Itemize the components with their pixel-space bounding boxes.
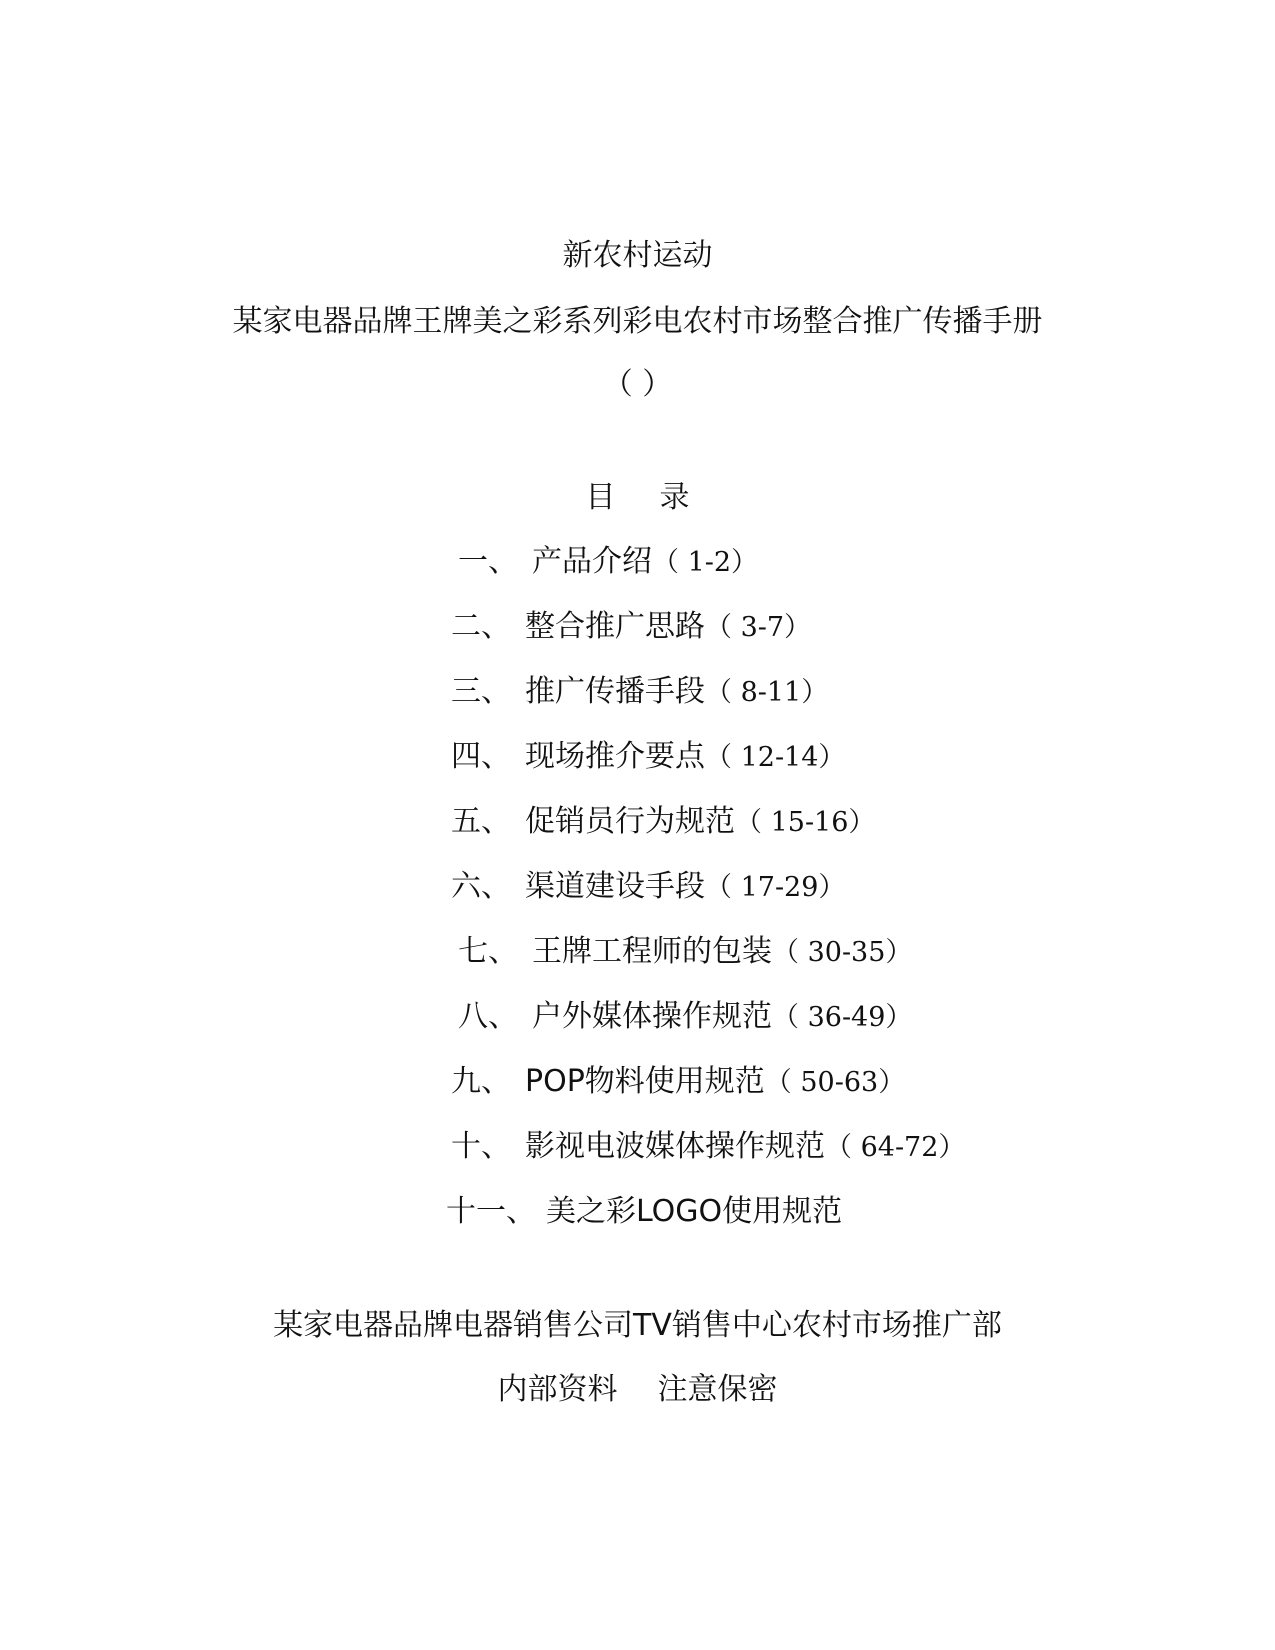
toc-item-pages: （ 30-35） — [772, 937, 913, 968]
toc-item-number: 十、 — [451, 1129, 511, 1164]
manual-title: 某家电器品牌王牌美之彩系列彩电农村市场整合推广传播手册 — [232, 304, 1043, 339]
toc-item — [451, 672, 828, 713]
toc-item — [451, 867, 845, 908]
toc-item-number: 七、 — [458, 934, 518, 969]
toc-item-title: 现场推介要点 — [525, 739, 705, 774]
toc-item — [458, 997, 912, 1038]
toc-item-number: 八、 — [458, 999, 518, 1034]
toc-item-title: POP物料使用规范 — [525, 1064, 765, 1099]
toc-item — [458, 932, 912, 973]
toc-item-pages: （ 36-49） — [772, 1002, 913, 1033]
toc-item-title: 整合推广思路 — [525, 609, 705, 644]
toc-item-number: 一、 — [458, 544, 518, 579]
toc-item-pages: （ 50-63） — [764, 1067, 906, 1098]
toc-item-pages: （ 8-11） — [705, 677, 829, 708]
toc-item — [451, 737, 845, 778]
campaign-title: 新农村运动 — [562, 238, 713, 273]
toc-item-number: 九、 — [451, 1064, 511, 1099]
toc-item-pages: （ 15-16） — [735, 807, 876, 838]
toc-item-title: 户外媒体操作规范 — [532, 999, 772, 1034]
toc-item — [451, 1127, 965, 1168]
toc-heading-right: 录 — [659, 480, 690, 515]
toc-item-pages: （ 12-14） — [705, 742, 846, 773]
department-name: 某家电器品牌电器销售公司TV销售中心农村市场推广部 — [273, 1308, 1002, 1343]
toc-item — [446, 1192, 842, 1233]
title-parenthesis: （ ） — [602, 367, 673, 402]
toc-item-title: 推广传播手段 — [525, 674, 705, 709]
toc-item-title: 美之彩LOGO使用规范 — [546, 1194, 843, 1229]
toc-item — [451, 1062, 905, 1103]
toc-item-number: 二、 — [451, 609, 511, 644]
toc-item-title: 促销员行为规范 — [525, 804, 735, 839]
toc-item-title: 产品介绍 — [532, 544, 652, 579]
toc-heading-left: 目 — [585, 480, 616, 515]
toc-item-pages: （ 64-72） — [825, 1132, 966, 1163]
keep-secret-label: 注意保密 — [657, 1372, 778, 1407]
toc-item-title: 渠道建设手段 — [525, 869, 705, 904]
toc-item — [458, 542, 758, 583]
toc-item-pages: （ 1-2） — [652, 547, 759, 578]
toc-item-title: 影视电波媒体操作规范 — [525, 1129, 825, 1164]
toc-heading — [0, 478, 1275, 518]
toc-item — [451, 607, 811, 648]
toc-item-number: 三、 — [451, 674, 511, 709]
toc-item-number: 四、 — [451, 739, 511, 774]
toc-item-title: 王牌工程师的包装 — [532, 934, 772, 969]
toc-item-number: 五、 — [451, 804, 511, 839]
confidential-note — [0, 1370, 1275, 1410]
toc-item — [451, 802, 875, 843]
internal-material-label: 内部资料 — [497, 1372, 618, 1407]
toc-item-number: 十一、 — [446, 1194, 536, 1229]
toc-item-pages: （ 17-29） — [705, 872, 846, 903]
toc-item-number: 六、 — [451, 869, 511, 904]
toc-item-pages: （ 3-7） — [705, 612, 812, 643]
